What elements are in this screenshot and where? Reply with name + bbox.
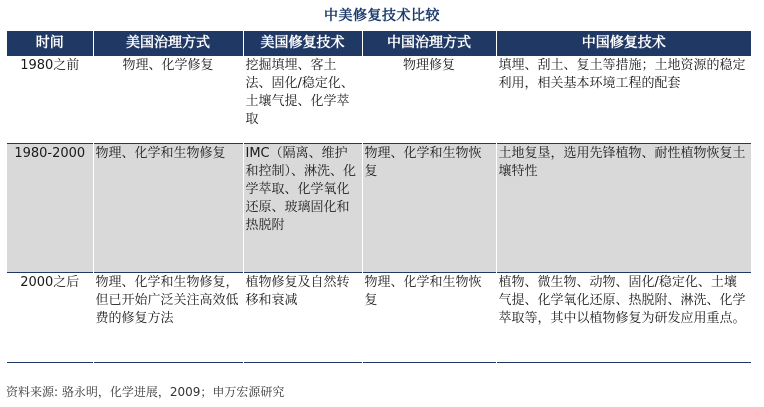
cell-us-governance: 物理、化学和生物修复，但已开始广泛关注高效低费的修复方法 [93,273,243,363]
cell-time: 1980-2000 [7,144,93,273]
source-note: 资料来源: 骆永明，化学进展，2009；申万宏源研究 [6,385,285,399]
cell-cn-governance: 物理、化学和生物恢复 [362,144,496,273]
table-row [7,144,751,273]
cell-cn-technology: 填埋、刮土、复土等措施；土地资源的稳定利用，相关基本环境工程的配套 [496,56,751,144]
cell-time: 2000之后 [7,273,93,363]
cell-time: 1980之前 [7,56,93,144]
header-us-governance: 美国治理方式 [93,31,243,56]
cell-cn-governance: 物理修复 [362,56,496,144]
header-cn-governance: 中国治理方式 [362,31,496,56]
header-time: 时间 [7,31,93,56]
table-row [7,56,751,144]
cell-us-governance: 物理、化学和生物修复 [93,144,243,273]
comparison-table [7,31,751,363]
cell-cn-technology: 植物、微生物、动物、固化/稳定化、土壤气提、化学氧化还原、热脱附、淋洗、化学萃取等，其中以植物修复为研发应用重点。 [496,273,751,363]
cell-us-technology: 植物修复及自然转移和衰减 [243,273,362,363]
cell-cn-governance: 物理、化学和生物恢复 [362,273,496,363]
table-title: 中美修复技术比较 [324,8,440,24]
table-header-row [7,31,751,56]
cell-us-technology: IMC（隔离、维护和控制）、淋洗、化学萃取、化学氧化还原、玻璃固化和热脱附 [243,144,362,273]
table-row [7,273,751,363]
header-cn-technology: 中国修复技术 [496,31,751,56]
header-us-technology: 美国修复技术 [243,31,362,56]
cell-cn-technology: 土地复垦，选用先锋植物、耐性植物恢复土壤特性 [496,144,751,273]
cell-us-technology: 挖掘填埋、客土法、固化/稳定化、土壤气提、化学萃取 [243,56,362,144]
cell-us-governance: 物理、化学修复 [93,56,243,144]
